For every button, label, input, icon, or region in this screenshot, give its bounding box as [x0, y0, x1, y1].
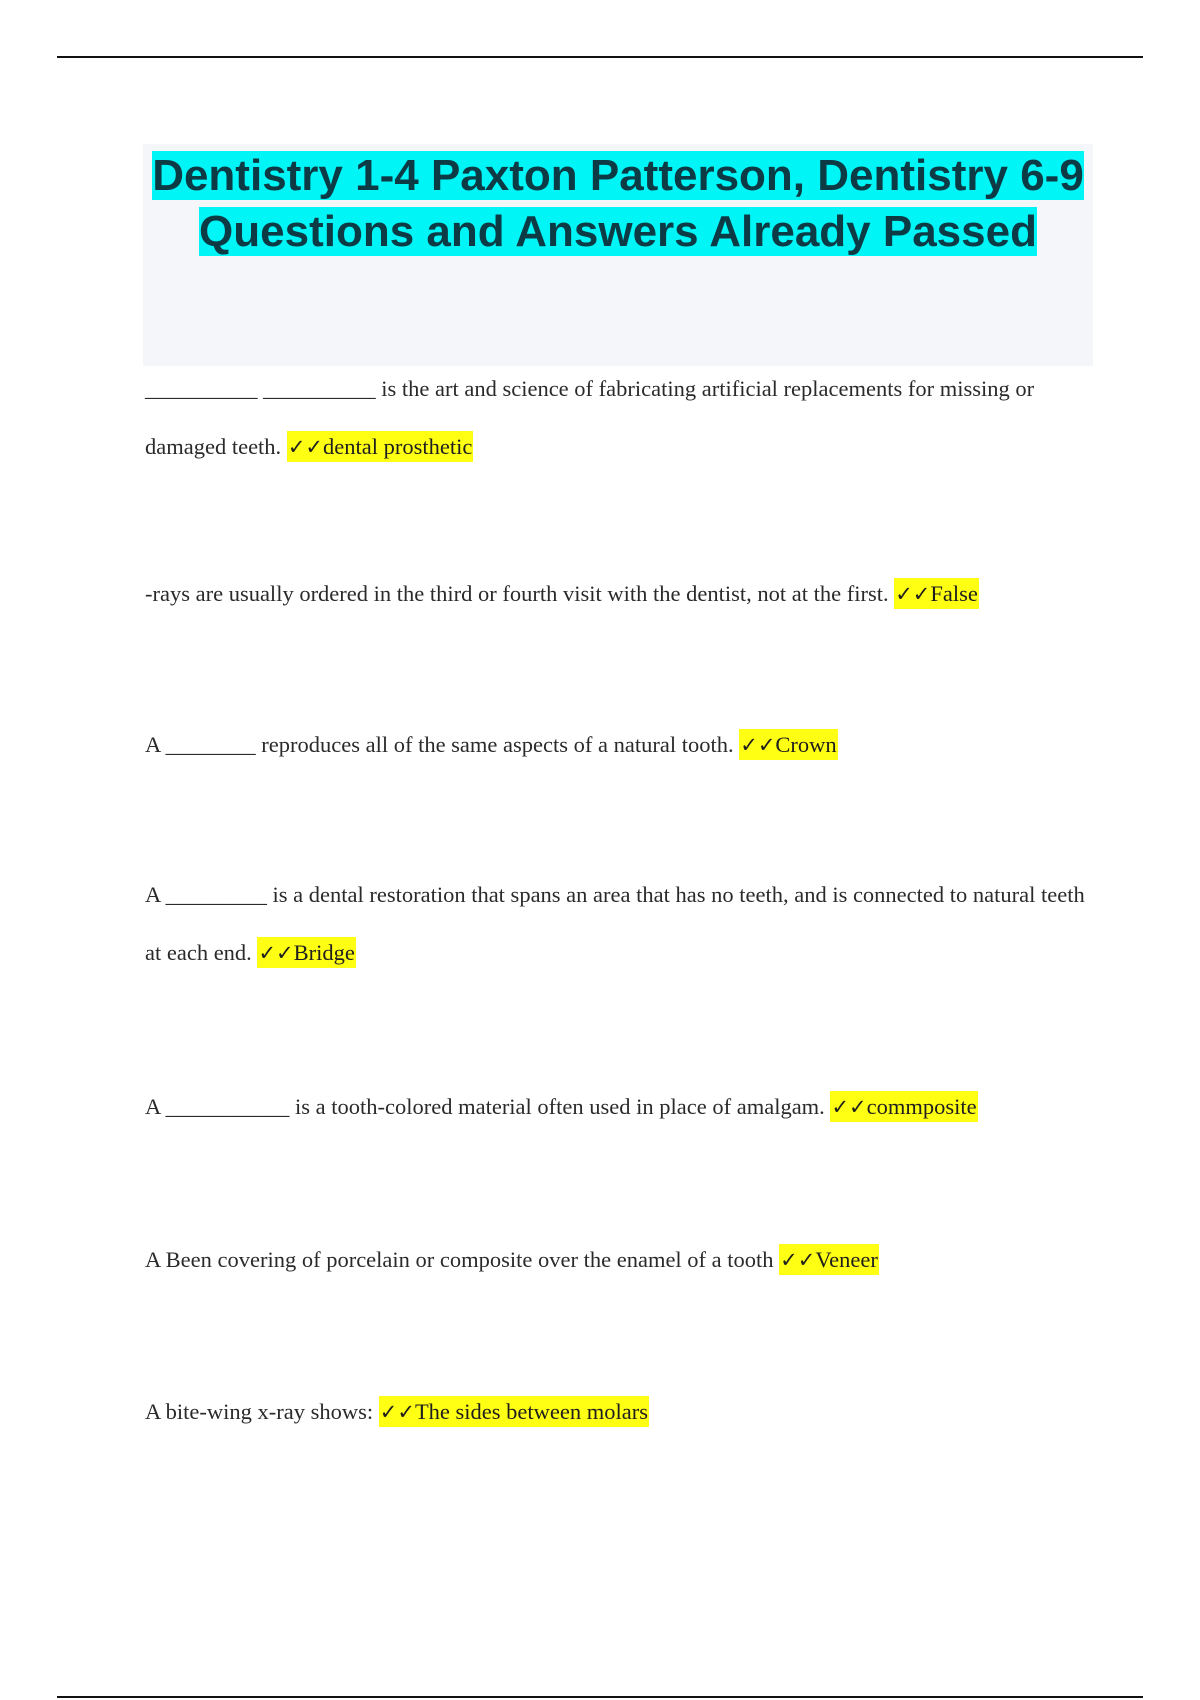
answer-text: commposite	[866, 1094, 977, 1119]
answer-text: Bridge	[293, 940, 355, 965]
answer-highlight	[379, 1396, 649, 1427]
answer-highlight	[287, 431, 474, 462]
double-check-icon: ✓✓	[780, 1248, 816, 1272]
answer-text: The sides between molars	[414, 1399, 648, 1424]
answer-text: Veneer	[815, 1247, 878, 1272]
double-check-icon: ✓✓	[831, 1095, 867, 1119]
question-text: A Been covering of porcelain or composite over the enamel of a tooth	[145, 1247, 774, 1272]
question-text: A ________ reproduces all of the same aspects of a natural tooth.	[145, 732, 734, 757]
qa-item-6	[145, 1231, 1095, 1289]
answer-text: Crown	[775, 732, 837, 757]
question-text: A bite-wing x-ray shows:	[145, 1399, 374, 1424]
answer-highlight	[257, 937, 355, 968]
answer-text: dental prosthetic	[323, 434, 473, 459]
title-block	[143, 144, 1093, 366]
answer-highlight	[830, 1091, 977, 1122]
header-rule	[57, 56, 1143, 58]
answer-highlight	[779, 1244, 879, 1275]
answer-highlight	[894, 578, 979, 609]
question-text: __________ __________ is the art and science of fabricating artificial replacements for missing or damaged teeth.	[145, 376, 1035, 459]
double-check-icon: ✓✓	[258, 941, 294, 965]
qa-item-5	[145, 1078, 1095, 1136]
page-title	[143, 144, 1093, 260]
page-title-text: Dentistry 1-4 Paxton Patterson, Dentistry 6-9 Questions and Answers Already Passed	[152, 151, 1084, 256]
double-check-icon: ✓✓	[895, 582, 931, 606]
footer-rule	[57, 1696, 1143, 1698]
question-text: A _________ is a dental restoration that spans an area that has no teeth, and is connected to natural teeth at each end.	[145, 882, 1085, 965]
double-check-icon: ✓✓	[740, 733, 776, 757]
answer-highlight	[739, 729, 837, 760]
double-check-icon: ✓✓	[287, 435, 324, 459]
question-text: A ___________ is a tooth-colored material often used in place of amalgam.	[145, 1094, 825, 1119]
double-check-icon: ✓✓	[379, 1400, 415, 1424]
qa-item-7	[145, 1383, 1095, 1441]
qa-item-3	[145, 716, 1095, 774]
answer-text: False	[930, 581, 978, 606]
qa-item-4	[145, 866, 1095, 982]
qa-item-2	[145, 565, 1095, 623]
question-text: -rays are usually ordered in the third or fourth visit with the dentist, not at the first.	[145, 581, 889, 606]
qa-item-1	[145, 360, 1095, 476]
